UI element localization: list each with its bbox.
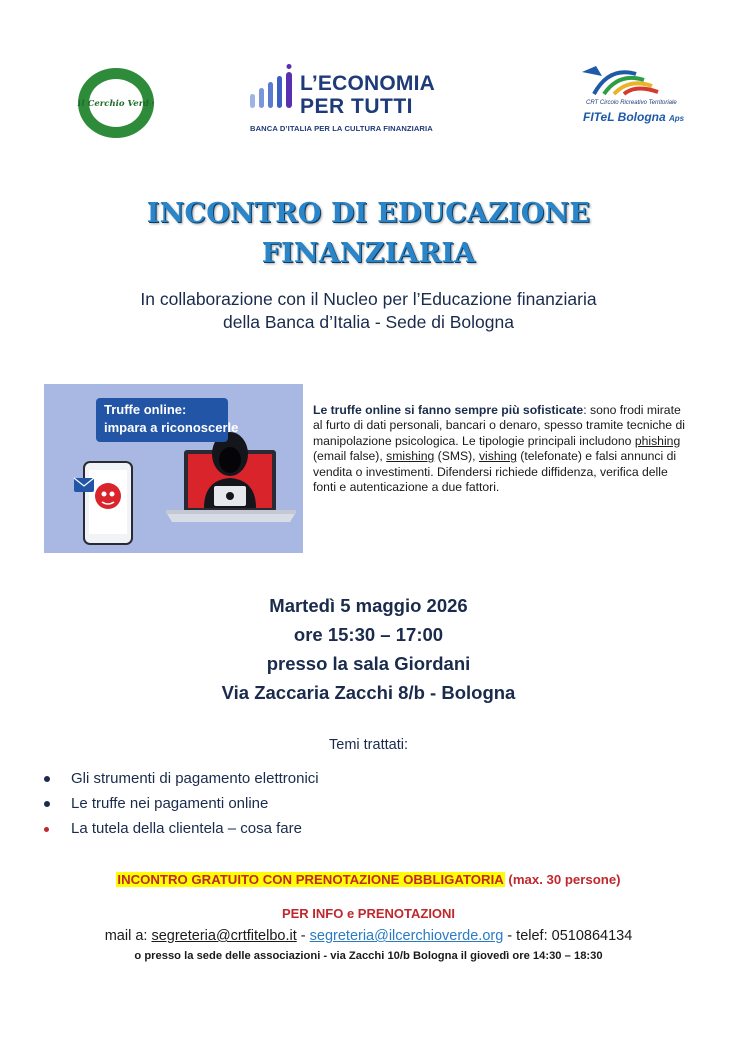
description-lead: Le truffe online si fanno sempre più sofisticate	[313, 403, 584, 417]
phone-number: - telef: 0510864134	[503, 928, 633, 944]
online-scam-illustration	[44, 384, 303, 553]
fitel-name: FITeL Bologna Aps	[583, 110, 685, 124]
list-item: Le truffe nei pagamenti online	[44, 795, 319, 820]
logo-line2: PER TUTTI	[300, 95, 413, 118]
collaboration-line2: della Banca d’Italia - Sede di Bologna	[223, 312, 514, 332]
email-link-crt[interactable]: segreteria@crtfitelbo.it	[151, 928, 297, 944]
contact-heading: PER INFO e PRENOTAZIONI	[281, 906, 456, 921]
description-text-3: (SMS),	[434, 449, 479, 464]
term-vishing: vishing	[478, 449, 517, 464]
booking-notice	[0, 872, 737, 887]
fitel-crt-label: CRT Circolo Ricreativo Territoriale	[586, 100, 677, 106]
term-phishing: phishing	[634, 433, 681, 448]
svg-text:Il Cerchio Verde: Il Cerchio Verde	[77, 99, 155, 109]
list-item: Gli strumenti di pagamento elettronici	[44, 770, 319, 795]
logo-line1: L’ECONOMIA	[300, 72, 436, 95]
separator: -	[296, 928, 310, 944]
footer-note: o presso la sede delle associazioni - via Zacchi 10/b Bologna il giovedì ore 14:30 – 18:30	[134, 950, 603, 962]
illustration-caption-2: impara a riconoscerle	[104, 420, 239, 435]
topics-list	[44, 770, 319, 845]
list-item: La tutela della clientela – cosa fare	[44, 820, 319, 845]
event-address: Via Zaccaria Zacchi 8/b - Bologna	[221, 682, 516, 703]
economia-per-tutti-logo	[248, 62, 460, 138]
bullet-icon	[44, 776, 50, 782]
logo-subtitle: BANCA D’ITALIA PER LA CULTURA FINANZIARIA	[250, 124, 433, 133]
description-text-4: (telefonate) e falsi annunci di vendita o investimenti. Difendersi richiede diffidenza, verifica delle fonti e autenticazione a due fattori.	[313, 449, 677, 495]
event-venue: presso la sala Giordani	[266, 653, 471, 674]
cerchio-verde-logo	[75, 66, 157, 140]
fitel-emblem-icon	[574, 60, 674, 100]
page-title-line1: INCONTRO DI EDUCAZIONE	[146, 198, 591, 229]
term-smishing: smishing	[386, 449, 435, 464]
mail-label: mail a:	[104, 928, 152, 944]
description-text-2: (email false),	[313, 449, 387, 464]
collaboration-line1: In collaborazione con il Nucleo per l’Educazione finanziaria	[140, 289, 597, 309]
contact-line	[0, 928, 737, 944]
booking-capacity: (max. 30 persone)	[504, 872, 621, 887]
event-time: ore 15:30 – 17:00	[293, 624, 444, 645]
page-title-line2: FINANZIARIA	[261, 238, 476, 269]
bars-icon	[248, 64, 298, 112]
bullet-icon	[44, 827, 49, 832]
email-link-cerchio[interactable]: segreteria@ilcerchioverde.org	[309, 928, 504, 944]
scam-description	[313, 403, 685, 495]
topics-heading: Temi trattati:	[329, 737, 408, 753]
event-date: Martedì 5 maggio 2026	[269, 595, 468, 616]
fitel-bologna-logo	[574, 60, 685, 130]
booking-highlight: INCONTRO GRATUITO CON PRENOTAZIONE OBBLIGATORIA	[117, 872, 504, 887]
bullet-icon	[44, 801, 50, 807]
description-text-1: : sono frodi mirate al furto di dati personali, bancari o denaro, spesso tramite tecniche di manipolazione psicologica. Le tipologie principali includono	[313, 403, 685, 448]
illustration-caption-1: Truffe online:	[104, 402, 187, 417]
